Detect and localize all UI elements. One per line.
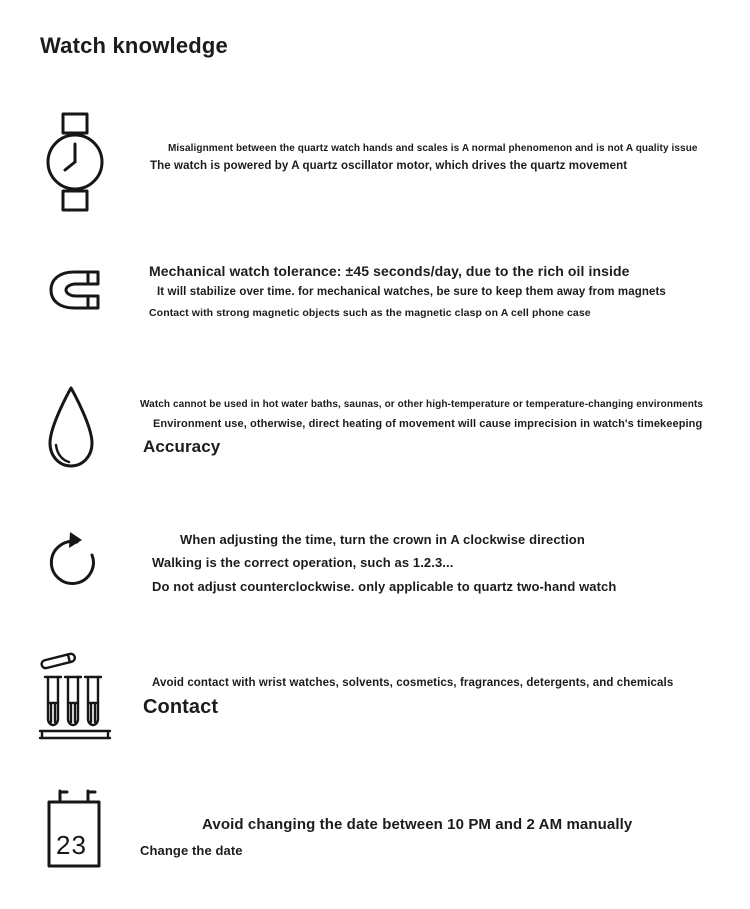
section-text-line: Change the date — [140, 843, 243, 858]
section-accuracy — [140, 399, 740, 457]
section-text-line: Avoid changing the date between 10 PM and 2 AM manually — [202, 816, 633, 833]
section-adjusting-time — [152, 532, 750, 594]
section-text-line: Misalignment between the quartz watch hands and scales is A normal phenomenon and is not A quality issue — [168, 143, 698, 154]
page-title: Watch knowledge — [40, 33, 228, 58]
section-text-line: Contact with strong magnetic objects such as the magnetic clasp on A cell phone case — [149, 307, 591, 319]
calendar-icon — [44, 788, 104, 870]
section-chemical-contact — [143, 677, 743, 719]
clockwise-arrow-icon — [44, 524, 106, 596]
section-change-date — [140, 816, 740, 858]
calendar-day-number: 23 — [56, 830, 87, 860]
section-text-line: When adjusting the time, turn the crown in A clockwise direction — [180, 532, 585, 547]
section-text-line: Mechanical watch tolerance: ±45 seconds/day, due to the rich oil inside — [149, 263, 630, 279]
wristwatch-icon — [44, 112, 106, 212]
section-text-line: Walking is the correct operation, such as 1.2.3... — [152, 555, 454, 570]
section-text-line: The watch is powered by A quartz oscillator motor, which drives the quartz movement — [150, 160, 628, 172]
section-magnetism — [149, 263, 749, 319]
water-drop-icon — [42, 383, 100, 475]
section-text-line: Environment use, otherwise, direct heating of movement will cause imprecision in watch's timekeeping — [153, 418, 703, 430]
test-tubes-icon — [38, 645, 112, 745]
magnet-icon — [44, 262, 102, 318]
section-text-line: Avoid contact with wrist watches, solvents, cosmetics, fragrances, detergents, and chemicals — [152, 677, 674, 689]
section-text-line: It will stabilize over time. for mechanical watches, be sure to keep them away from magnets — [157, 286, 666, 298]
section-heading: Accuracy — [143, 437, 221, 456]
section-text-line: Watch cannot be used in hot water baths, saunas, or other high-temperature or temperature-changing environments — [140, 399, 704, 410]
section-heading: Contact — [143, 696, 219, 718]
section-quartz-movement — [148, 143, 748, 172]
section-text-line: Do not adjust counterclockwise. only applicable to quartz two-hand watch — [152, 579, 617, 594]
